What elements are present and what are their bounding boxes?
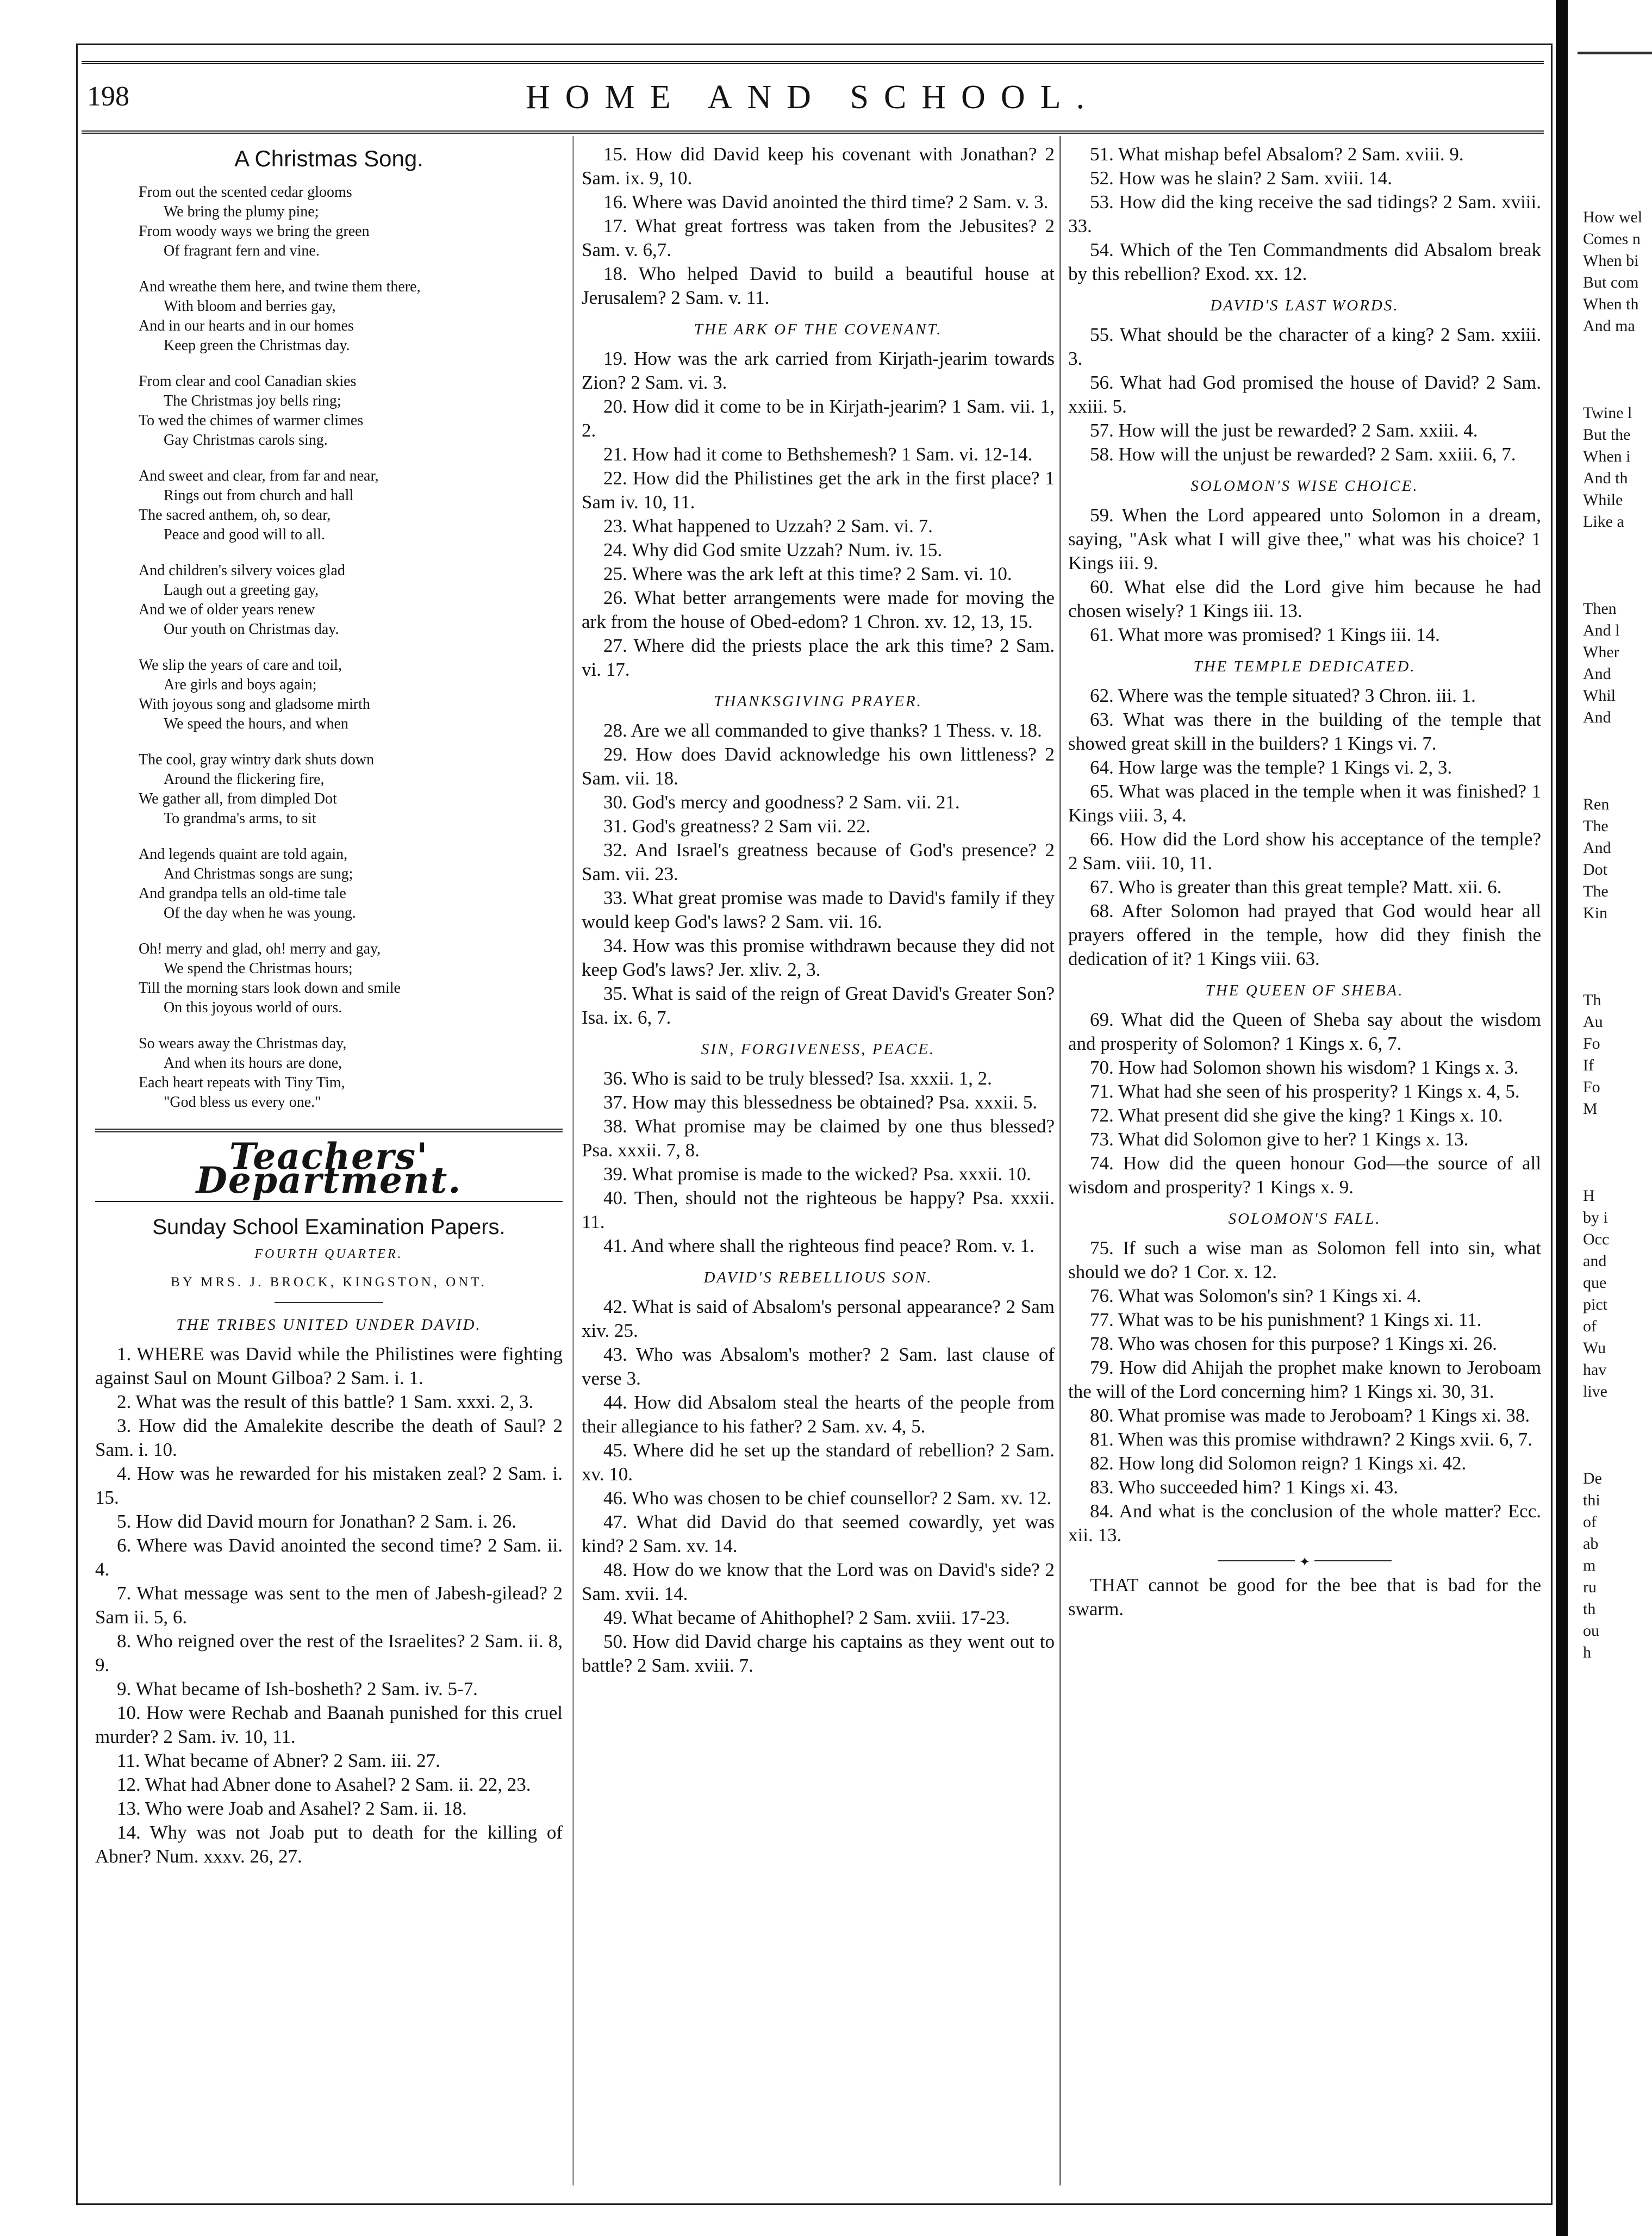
adjacent-text-fragment: M [1583, 1100, 1598, 1118]
poem-line: From clear and cool Canadian skies [139, 373, 357, 390]
adjacent-text-fragment: Like a [1583, 513, 1624, 531]
adjacent-text-fragment: If [1583, 1056, 1594, 1074]
poem-line: We speed the hours, and when [164, 715, 348, 732]
section-heading: THE TEMPLE DEDICATED. [1193, 658, 1416, 675]
adjacent-text-fragment: When th [1583, 295, 1639, 313]
column-3 [1068, 142, 1541, 2181]
masthead-rule [1578, 52, 1652, 54]
adjacent-text-fragment: of [1583, 1317, 1597, 1335]
exam-question: 42. What is said of Absalom's personal appearance? 2 Sam xiv. 25. [582, 1296, 1055, 1341]
section-heading: THE ARK OF THE COVENANT. [694, 321, 943, 338]
section-heading: DAVID'S REBELLIOUS SON. [703, 1269, 933, 1286]
poem-line: Rings out from church and hall [164, 487, 354, 504]
poem-line: And legends quaint are told again, [139, 846, 348, 863]
poem-line: Of fragrant fern and vine. [164, 242, 320, 259]
poem-stanza [139, 277, 563, 356]
adjacent-text-fragment: ab [1583, 1535, 1599, 1553]
exam-question: 15. How did David keep his covenant with Jonathan? 2 Sam. ix. 9, 10. [582, 144, 1055, 189]
poem-line: And sweet and clear, from far and near, [139, 468, 379, 484]
exam-question: 67. Who is greater than this great temple? Matt. xii. 6. [1090, 876, 1502, 898]
section-heading: DAVID'S LAST WORDS. [1210, 297, 1399, 314]
poem-line: "God bless us every one." [164, 1094, 321, 1111]
exam-question: 2. What was the result of this battle? 1 Sam. xxxi. 2, 3. [117, 1391, 534, 1412]
poem-line: We bring the plumy pine; [164, 203, 319, 220]
exam-question: 26. What better arrangements were made for moving the ark from the house of Obed-edom? 1 Chron. xv. 12, 13, 15. [582, 587, 1055, 632]
exam-question: 75. If such a wise man as Solomon fell into sin, what should we do? 1 Cor. x. 12. [1068, 1237, 1541, 1282]
section-heading: THE TRIBES UNITED UNDER DAVID. [176, 1316, 482, 1334]
exam-question: 9. What became of Ish-bosheth? 2 Sam. iv. 5-7. [117, 1678, 478, 1699]
adjacent-text-fragment: Whil [1583, 687, 1616, 705]
exam-question: 10. How were Rechab and Baanah punished for this cruel murder? 2 Sam. iv. 10, 11. [95, 1702, 563, 1747]
poem-line: The cool, gray wintry dark shuts down [139, 751, 375, 768]
exam-question: 73. What did Solomon give to her? 1 Kings x. 13. [1090, 1129, 1469, 1150]
poem-line: Around the flickering fire, [164, 771, 325, 788]
exam-question: 72. What present did she give the king? 1 Kings x. 10. [1090, 1105, 1503, 1126]
adjacent-text-fragment: Fo [1583, 1035, 1600, 1052]
adjacent-text-fragment: h [1583, 1643, 1591, 1661]
exam-question: 54. Which of the Ten Commandments did Absalom break by this rebellion? Exod. xx. 12. [1068, 239, 1541, 284]
exam-question: 36. Who is said to be truly blessed? Isa. xxxii. 1, 2. [603, 1068, 992, 1089]
quarter-label: FOURTH QUARTER. [254, 1247, 403, 1261]
section-heading: THE QUEEN OF SHEBA. [1205, 982, 1404, 999]
adjacent-text-fragment: que [1583, 1274, 1607, 1292]
exam-question: 43. Who was Absalom's mother? 2 Sam. last clause of verse 3. [582, 1344, 1055, 1389]
poem-stanza [139, 466, 563, 545]
binding-shadow [1556, 0, 1568, 2236]
poem-line: From woody ways we bring the green [139, 223, 370, 240]
exam-question: 21. How had it come to Bethshemesh? 1 Sam. vi. 12-14. [603, 444, 1033, 465]
exam-question: 79. How did Ahijah the prophet make known to Jeroboam the will of the Lord concerning him? 1 Kings xi. 30, 31. [1068, 1357, 1541, 1402]
exam-question: 33. What great promise was made to David's family if they would keep God's laws? 2 Sam. vii. 16. [582, 887, 1055, 932]
section-heading: SOLOMON'S WISE CHOICE. [1190, 477, 1419, 495]
poem-line: And children's silvery voices glad [139, 562, 345, 579]
exam-question: 34. How was this promise withdrawn because they did not keep God's laws? Jer. xliv. 2, 3. [582, 935, 1055, 980]
exam-question: 69. What did the Queen of Sheba say about the wisdom and prosperity of Solomon? 1 Kings x. 6, 7. [1068, 1009, 1541, 1054]
poem-line: Gay Christmas carols sing. [164, 432, 328, 449]
adjacent-text-fragment: Kin [1583, 904, 1607, 922]
exam-question: 18. Who helped David to build a beautiful house at Jerusalem? 2 Sam. v. 11. [582, 263, 1055, 308]
exam-question: 74. How did the queen honour God—the source of all wisdom and prosperity? 1 Kings x. 9. [1068, 1153, 1541, 1198]
adjacent-text-fragment: How wel [1583, 208, 1643, 226]
exam-question: 19. How was the ark carried from Kirjath-jearim towards Zion? 2 Sam. vi. 3. [582, 348, 1055, 393]
poem-line: On this joyous world of ours. [164, 999, 342, 1016]
exam-question: 56. What had God promised the house of David? 2 Sam. xxiii. 5. [1068, 372, 1541, 417]
adjacent-text-fragment: And [1583, 839, 1611, 857]
exam-question: 61. What more was promised? 1 Kings iii. 14. [1090, 624, 1440, 645]
journal-title: HOME AND SCHOOL. [526, 79, 1100, 116]
exam-question: 60. What else did the Lord give him because he had chosen wisely? 1 Kings iii. 13. [1068, 576, 1541, 621]
short-rule [275, 1302, 383, 1303]
adjacent-text-fragment: Wher [1583, 643, 1619, 661]
adjacent-text-fragment: by i [1583, 1209, 1608, 1226]
exam-question: 7. What message was sent to the men of Jabesh-gilead? 2 Sam ii. 5, 6. [95, 1583, 563, 1628]
adjacent-text-fragment: and [1583, 1252, 1607, 1270]
end-rule [1218, 1555, 1392, 1569]
poem-line: To wed the chimes of warmer climes [139, 412, 364, 429]
exam-question: 24. Why did God smite Uzzah? Num. iv. 15. [603, 539, 943, 560]
exam-question: 46. Who was chosen to be chief counsellor? 2 Sam. xv. 12. [603, 1487, 1052, 1509]
questions-column-2 [582, 142, 1055, 1678]
exam-question: 29. How does David acknowledge his own littleness? 2 Sam. vii. 18. [582, 744, 1055, 789]
exam-question: 6. Where was David anointed the second time? 2 Sam. ii. 4. [95, 1535, 563, 1580]
poem-body [95, 183, 563, 1112]
adjacent-text-fragment: ou [1583, 1622, 1599, 1640]
exam-question: 45. Where did he set up the standard of rebellion? 2 Sam. xv. 10. [582, 1440, 1055, 1485]
poem-line: Oh! merry and glad, oh! merry and gay, [139, 941, 381, 957]
exam-question: 64. How large was the temple? 1 Kings vi. 2, 3. [1090, 757, 1452, 778]
poem-line: Till the morning stars look down and smile [139, 980, 401, 996]
poem-stanza [139, 656, 563, 734]
exam-question: 23. What happened to Uzzah? 2 Sam. vi. 7. [603, 515, 933, 537]
adjacent-text-fragment: The [1583, 882, 1609, 900]
exam-question: 65. What was placed in the temple when it was finished? 1 Kings viii. 3, 4. [1068, 781, 1541, 826]
poem-line: Our youth on Christmas day. [164, 621, 339, 638]
poem-line: And in our hearts and in our homes [139, 317, 354, 334]
adjacent-text-fragment: H [1583, 1187, 1595, 1205]
poem-line: We gather all, from dimpled Dot [139, 790, 337, 807]
exam-question: 59. When the Lord appeared unto Solomon in a dream, saying, "Ask what I will give thee," what was his choice? 1 Kings iii. 9. [1068, 504, 1541, 574]
poem-line: Of the day when he was young. [164, 905, 356, 921]
exam-question: 16. Where was David anointed the third time? 2 Sam. v. 3. [603, 191, 1049, 213]
column-divider [1059, 136, 1061, 2185]
exam-question: 35. What is said of the reign of Great David's Greater Son? Isa. ix. 6, 7. [582, 983, 1055, 1028]
poem-line: From out the scented cedar glooms [139, 184, 352, 201]
exam-question: 70. How had Solomon shown his wisdom? 1 Kings x. 3. [1090, 1057, 1519, 1078]
department-title: Teachers' Department. [196, 1135, 462, 1201]
adjacent-text-fragment: De [1583, 1469, 1602, 1487]
adjacent-text-fragment: Twine l [1583, 404, 1632, 422]
adjacent-text-fragment: thi [1583, 1491, 1600, 1509]
adjacent-text-fragment: Then [1583, 600, 1617, 618]
poem-stanza [139, 1034, 563, 1112]
exam-question: 52. How was he slain? 2 Sam. xviii. 14. [1090, 167, 1393, 189]
adjacent-text-fragment: Ren [1583, 795, 1610, 813]
section-heading: SIN, FORGIVENESS, PEACE. [701, 1041, 936, 1058]
exam-question: 32. And Israel's greatness because of God's presence? 2 Sam. vii. 23. [582, 839, 1055, 885]
masthead-rule [82, 61, 1544, 64]
poem-line: The Christmas joy bells ring; [164, 393, 341, 409]
exam-question: 78. Who was chosen for this purpose? 1 Kings xi. 26. [1090, 1333, 1497, 1354]
ornament: ✦ [1295, 1550, 1314, 1574]
exam-question: 84. And what is the conclusion of the whole matter? Ecc. xii. 13. [1068, 1500, 1541, 1546]
exam-question: 49. What became of Ahithophel? 2 Sam. xviii. 17-23. [603, 1607, 1010, 1628]
column-divider [572, 136, 573, 2185]
exam-question: 20. How did it come to be in Kirjath-jearim? 1 Sam. vii. 1, 2. [582, 396, 1055, 441]
adjacent-text-fragment: Dot [1583, 861, 1607, 879]
exam-question: 30. God's mercy and goodness? 2 Sam. vii. 21. [603, 792, 960, 813]
poem-line: And when its hours are done, [164, 1055, 342, 1072]
adjacent-text-fragment: Wu [1583, 1339, 1606, 1357]
masthead [82, 76, 1544, 130]
exam-question: 55. What should be the character of a king? 2 Sam. xxiii. 3. [1068, 324, 1541, 369]
exam-question: 47. What did David do that seemed cowardly, yet was kind? 2 Sam. xv. 14. [582, 1511, 1055, 1556]
adjacent-text-fragment: Th [1583, 991, 1601, 1009]
exam-question: 12. What had Abner done to Asahel? 2 Sam. ii. 22, 23. [117, 1774, 531, 1795]
adjacent-text-fragment: live [1583, 1382, 1607, 1400]
adjacent-page-fragment [1556, 0, 1652, 2236]
poem-line: With joyous song and gladsome mirth [139, 696, 370, 713]
poem-line: We slip the years of care and toil, [139, 657, 342, 674]
adjacent-text-fragment: The [1583, 817, 1609, 835]
exam-question: 77. What was to be his punishment? 1 Kings xi. 11. [1090, 1309, 1482, 1330]
exam-question: 4. How was he rewarded for his mistaken zeal? 2 Sam. i. 15. [95, 1463, 563, 1508]
exam-question: 1. WHERE was David while the Philistines were fighting against Saul on Mount Gilboa? 2 Sam. i. 1. [95, 1343, 563, 1388]
exam-question: 11. What became of Abner? 2 Sam. iii. 27. [117, 1750, 440, 1771]
adjacent-text-fragment: When bi [1583, 252, 1639, 270]
section-heading: THANKSGIVING PRAYER. [714, 693, 922, 710]
adjacent-text-fragment: When i [1583, 447, 1631, 465]
adjacent-text-fragment: of [1583, 1513, 1597, 1531]
adjacent-text-fragment: And l [1583, 621, 1620, 639]
poem-line: To grandma's arms, to sit [164, 810, 316, 827]
poem-line: So wears away the Christmas day, [139, 1035, 347, 1052]
adjacent-text-fragment: But the [1583, 426, 1631, 444]
section-heading: SOLOMON'S FALL. [1228, 1210, 1381, 1228]
exam-question: 68. After Solomon had prayed that God would hear all prayers offered in the temple, how did they finish the dedication of it? 1 Kings viii. 63. [1068, 900, 1541, 969]
poem-line: With bloom and berries gay, [164, 298, 336, 315]
poem-stanza [139, 183, 563, 261]
exam-title: Sunday School Examination Papers. [152, 1215, 506, 1239]
poem-stanza [139, 845, 563, 923]
exam-question: 62. Where was the temple situated? 3 Chron. iii. 1. [1090, 685, 1476, 706]
poem-line: The sacred anthem, oh, so dear, [139, 507, 331, 524]
adjacent-page-text [1583, 207, 1652, 1664]
poem-line: Are girls and boys again; [164, 676, 317, 693]
exam-question: 71. What had she seen of his prosperity? 1 Kings x. 4, 5. [1090, 1081, 1520, 1102]
exam-question: 57. How will the just be rewarded? 2 Sam. xxiii. 4. [1090, 420, 1478, 441]
exam-question: 14. Why was not Joab put to death for the killing of Abner? Num. xxxv. 26, 27. [95, 1822, 563, 1867]
questions-column-3 [1068, 142, 1541, 1547]
exam-question: 39. What promise is made to the wicked? Psa. xxxii. 10. [603, 1163, 1031, 1185]
page-number: 198 [87, 81, 129, 112]
questions-column-1 [95, 1313, 563, 1868]
adjacent-text-fragment: But com [1583, 273, 1639, 291]
section-rule [95, 1129, 563, 1132]
adjacent-text-fragment: And th [1583, 469, 1628, 487]
exam-question: 82. How long did Solomon reign? 1 Kings xi. 42. [1090, 1453, 1467, 1474]
exam-question: 28. Are we all commanded to give thanks? 1 Thess. v. 18. [603, 720, 1042, 741]
poem-line: Peace and good will to all. [164, 526, 326, 543]
poem-line: We spend the Christmas hours; [164, 960, 353, 977]
poem-title: A Christmas Song. [234, 146, 423, 171]
exam-question: 25. Where was the ark left at this time? 2 Sam. vi. 10. [603, 563, 1012, 584]
exam-question: 3. How did the Amalekite describe the death of Saul? 2 Sam. i. 10. [95, 1415, 563, 1460]
masthead-rule [82, 130, 1544, 134]
poem-line: And we of older years renew [139, 601, 315, 618]
exam-question: 22. How did the Philistines get the ark in the first place? 1 Sam iv. 10, 11. [582, 468, 1055, 513]
byline: BY MRS. J. BROCK, KINGSTON, ONT. [171, 1275, 487, 1290]
exam-question: 13. Who were Joab and Asahel? 2 Sam. ii. 18. [117, 1798, 467, 1819]
adjacent-text-fragment: ru [1583, 1578, 1597, 1596]
exam-question: 81. When was this promise withdrawn? 2 Kings xvii. 6, 7. [1090, 1429, 1532, 1450]
exam-question: 27. Where did the priests place the ark this time? 2 Sam. vi. 17. [582, 635, 1055, 680]
exam-question: 76. What was Solomon's sin? 1 Kings xi. 4. [1090, 1285, 1422, 1306]
exam-question: 17. What great fortress was taken from the Jebusites? 2 Sam. v. 6,7. [582, 215, 1055, 260]
adjacent-text-fragment: hav [1583, 1361, 1607, 1379]
exam-question: 50. How did David charge his captains as they went out to battle? 2 Sam. xviii. 7. [582, 1631, 1055, 1676]
poem-stanza [139, 750, 563, 829]
adjacent-text-fragment: Fo [1583, 1078, 1600, 1096]
exam-question: 44. How did Absalom steal the hearts of the people from their allegiance to his father? 2 Sam. xv. 4, 5. [582, 1392, 1055, 1437]
adjacent-text-fragment: And ma [1583, 317, 1635, 335]
poem-line: Keep green the Christmas day. [164, 337, 350, 354]
column-2 [582, 142, 1055, 2181]
poem-stanza [139, 372, 563, 450]
exam-question: 40. Then, should not the righteous be happy? Psa. xxxii. 11. [582, 1187, 1055, 1232]
exam-question: 51. What mishap befel Absalom? 2 Sam. xviii. 9. [1090, 144, 1464, 165]
column-1 [95, 142, 563, 2181]
adjacent-text-fragment: Comes n [1583, 230, 1641, 248]
adjacent-text-fragment: Au [1583, 1013, 1603, 1031]
adjacent-text-fragment: And [1583, 708, 1611, 726]
exam-question: 80. What promise was made to Jeroboam? 1 Kings xi. 38. [1090, 1405, 1530, 1426]
poem-line: And wreathe them here, and twine them there, [139, 278, 421, 295]
adjacent-text-fragment: Occ [1583, 1230, 1610, 1248]
adjacent-text-fragment: And [1583, 665, 1611, 683]
exam-question: 38. What promise may be claimed by one thus blessed? Psa. xxxii. 7, 8. [582, 1116, 1055, 1161]
poem-stanza [139, 561, 563, 639]
adjacent-text-fragment: m [1583, 1556, 1596, 1574]
exam-question: 8. Who reigned over the rest of the Israelites? 2 Sam. ii. 8, 9. [95, 1630, 563, 1676]
exam-question: 41. And where shall the righteous find peace? Rom. v. 1. [603, 1235, 1034, 1256]
exam-question: 48. How do we know that the Lord was on David's side? 2 Sam. xvii. 14. [582, 1559, 1055, 1604]
exam-question: 31. God's greatness? 2 Sam vii. 22. [603, 815, 871, 837]
poem-stanza [139, 939, 563, 1018]
filler-text: THAT cannot be good for the bee that is bad for the swarm. [1068, 1574, 1541, 1620]
exam-question: 53. How did the king receive the sad tidings? 2 Sam. xviii. 33. [1068, 191, 1541, 236]
adjacent-text-fragment: pict [1583, 1295, 1607, 1313]
exam-question: 83. Who succeeded him? 1 Kings xi. 43. [1090, 1477, 1399, 1498]
adjacent-text-fragment: th [1583, 1600, 1596, 1618]
adjacent-text-fragment: While [1583, 491, 1623, 509]
poem-line: Each heart repeats with Tiny Tim, [139, 1074, 345, 1091]
poem-line: And grandpa tells an old-time tale [139, 885, 346, 902]
exam-question: 63. What was there in the building of the temple that showed great skill in the builders? 1 Kings vi. 7. [1068, 709, 1541, 754]
exam-question: 58. How will the unjust be rewarded? 2 Sam. xxiii. 6, 7. [1090, 444, 1516, 465]
exam-question: 5. How did David mourn for Jonathan? 2 Sam. i. 26. [117, 1511, 516, 1532]
poem-line: Laugh out a greeting gay, [164, 582, 319, 599]
exam-question: 66. How did the Lord show his acceptance of the temple? 2 Sam. viii. 10, 11. [1068, 829, 1541, 874]
exam-question: 37. How may this blessedness be obtained? Psa. xxxii. 5. [603, 1092, 1038, 1113]
poem-line: And Christmas songs are sung; [164, 865, 353, 882]
